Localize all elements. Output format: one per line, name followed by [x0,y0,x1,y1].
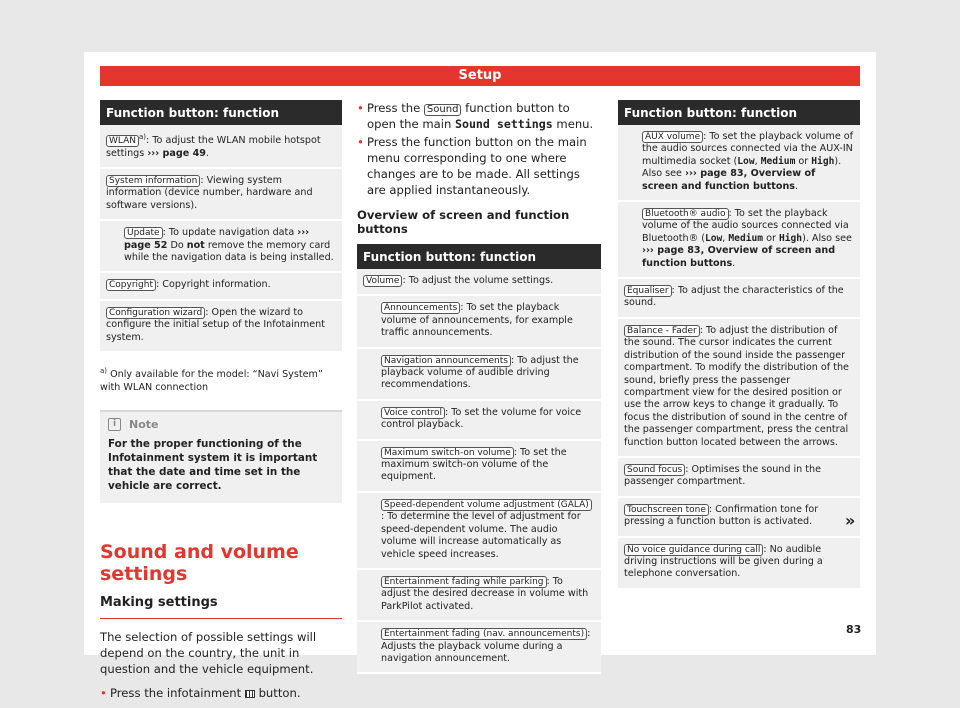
row-text: . [794,180,799,192]
function-button-label: Voice control [381,407,445,419]
note-text: For the proper functioning of the Infotainment system it is important that the date and time set in the vehicle are correct. [108,438,318,493]
row-text: : To adjust the WLAN mobile hotspot settings [106,135,321,159]
row-text: Do [167,239,187,251]
note-heading [108,418,334,431]
row-text: : Confirmation tone for pressing a function button is activated. [624,503,819,528]
overview-title: Overview of screen and function buttons [357,208,570,236]
menu-name: Sound settings [454,117,553,131]
function-button-label: Maximum switch-on volume [381,447,514,459]
function-button-label: System information [106,175,200,187]
table-row [357,296,601,348]
option-value: Low [737,155,755,167]
row-text: or [795,155,812,167]
row-text: ). Also see [802,232,852,244]
row-text: . [732,257,736,269]
home-grid-icon [245,690,255,698]
function-button-label: Entertainment fading while parking [381,576,547,588]
function-button-label: Entertainment fading (nav. announcements) [381,628,587,640]
bullet-item: • Press the function button on the main menu corresponding to one where changes are to be made. All settings are applied instantaneously. [357,134,601,198]
page-number: 83 [846,623,862,636]
table-row [618,202,860,279]
chapter-header: Setup [100,66,860,86]
bullet-text: function button to open the main [367,101,570,131]
function-button-label: No voice guidance during call [624,544,763,556]
row-text: : Optimises the sound in the passenger compartment. [624,463,822,488]
table-row [100,125,342,169]
row-text: : To set the playback volume of the audio sources connected via Bluetooth® ( [642,208,849,244]
table-row [618,498,860,538]
table-header: Function button: function [357,244,601,269]
row-text: , [722,232,729,244]
note-title: Note [129,418,159,432]
row-text: remove the memory card while the navigation data is being installed. [124,239,334,264]
row-text: : To adjust the characteristics of the sound. [624,285,844,309]
row-text: : To adjust the desired decrease in volume with ParkPilot activated. [381,575,589,612]
row-text: , [754,155,761,167]
bullet-text: Press the [367,101,424,115]
row-text: : Open the wizard to configure the initial setup of the Infotainment system. [106,306,325,343]
continued-marker: » [845,511,856,530]
row-text: : Viewing system information (device number, hardware and software versions). [106,175,313,211]
function-button-label: WLAN [106,135,139,147]
table-row [357,269,601,296]
footnote-text: Only available for the model: “Navi System” with WLAN connection [100,369,323,393]
table-header: Function button: function [618,100,860,125]
table-header: Function button: function [100,100,342,125]
bullet-item [357,100,601,132]
table-row [357,401,601,441]
table-row [357,493,601,570]
function-button-label: Equaliser [624,285,672,297]
page-reference-link[interactable]: ››› page 83, Overview of screen and function buttons [642,245,836,269]
table-row [357,622,601,674]
row-text: : To set the maximum switch-on volume of the equipment. [381,446,567,483]
table-row [618,125,860,202]
bullet-text: menu. [552,117,594,131]
column-left [100,100,342,701]
info-icon: i [108,418,121,431]
function-button-label: Navigation announcements [381,355,511,367]
footnote [100,353,342,394]
table-row [357,441,601,493]
row-text: : To determine the level of adjustment for speed-dependent volume. The audio volume will increase automatically as vehicle speed increases. [381,511,581,560]
row-text: or [763,232,779,244]
option-value: High [811,155,835,167]
row-text: . [205,147,209,159]
row-text: : No audible driving instructions will be given during a telephone conversation. [624,543,823,580]
function-button-label: Sound [424,104,462,116]
section-subtitle: Making settings [100,595,342,619]
row-text: : Adjusts the playback volume during a navigation announcement. [381,628,591,664]
function-button-label: Balance - Fader [624,325,700,337]
table-row [618,319,860,458]
page-reference-link[interactable]: ››› page 83, Overview of screen and function buttons [642,168,816,192]
option-value: Medium [728,232,764,244]
table-row [100,273,342,300]
footnote-mark: a) [100,367,108,376]
row-text: : Copyright information. [155,279,271,291]
row-text: : To set the volume for voice control playback. [381,406,582,431]
row-text: : To adjust the playback volume of audible driving recommendations. [381,354,579,391]
row-text-bold: not [186,239,205,251]
footnote-ref: a) [139,133,147,141]
function-button-label: Volume [363,275,402,287]
table-row [100,221,342,273]
row-text: : To set the playback volume of the audio sources connected via the AUX-IN multimedia socket ( [642,131,854,167]
row-text: : To update navigation data [162,227,298,239]
function-button-label: Announcements [381,302,460,314]
function-button-label: Configuration wizard [106,307,205,319]
table-row [618,279,860,319]
table-row [357,349,601,401]
option-value: Low [704,232,723,244]
option-value: Medium [760,155,796,167]
function-button-label: Sound focus [624,464,685,476]
function-button-label: Speed-dependent volume adjustment (GALA) [381,499,592,511]
column-middle [357,100,601,674]
table-row [618,458,860,498]
section-title: Sound and volume settings [100,541,299,586]
row-text: ). Also see [642,155,842,180]
function-button-label: Bluetooth® audio [642,208,729,220]
note-box [100,410,342,503]
page-reference-link[interactable]: ››› page 52 [124,227,310,251]
bullet-item [100,685,342,701]
table-row [100,301,342,353]
bullet-text: button. [254,686,301,701]
paragraph: The selection of possible settings will depend on the country, the unit in question and the vehicle equipment. [100,630,317,677]
table-row [618,538,860,590]
function-button-label: Update [124,227,163,239]
row-text: : To adjust the volume settings. [402,275,554,286]
function-button-label: Touchscreen tone [624,504,709,516]
function-button-label: AUX volume [642,131,703,143]
option-value: High [778,232,803,244]
page-reference-link[interactable]: ››› page 49 [147,147,206,159]
column-right [618,100,860,590]
table-row [100,169,342,221]
row-text: : To set the playback volume of announcements, for example traffic announcements. [381,302,573,339]
table-row [357,570,601,622]
bullet-text: Press the infotainment [110,686,245,701]
function-button-label: Copyright [106,279,156,291]
row-text: : To adjust the distribution of the sound. The cursor indicates the current distribution of the sound inside the passenger compartment. To modify the distribution of the sound, briefly press the passenger compartment view for the desired position or use the arrow keys to change it gradually. To focus the distribution of sound in the centre of the passenger compartment, press the central function button located between the arrows. [624,324,849,448]
